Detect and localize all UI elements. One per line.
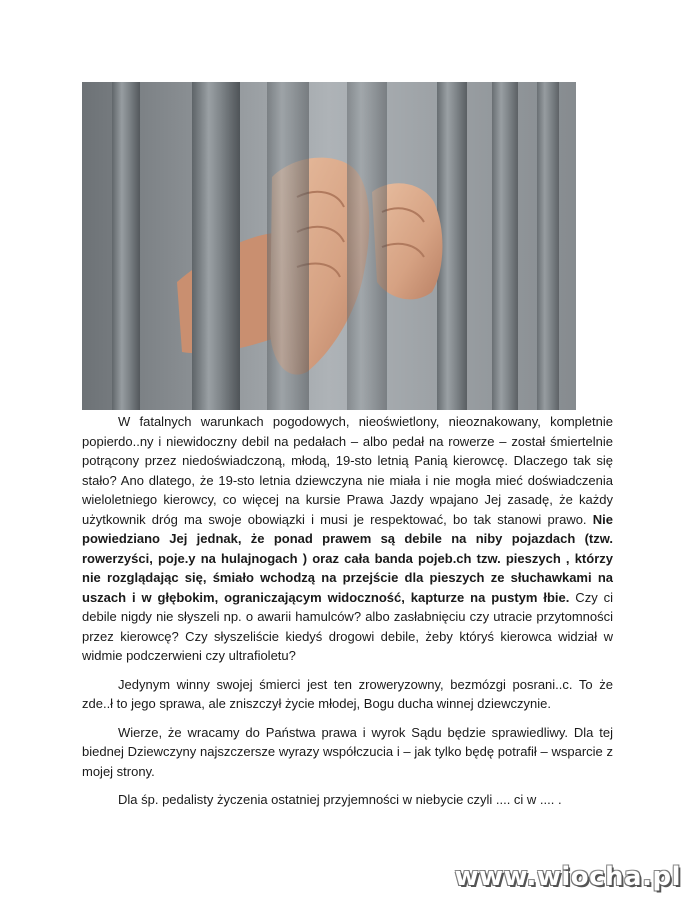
paragraph-1-bold: Nie powiedziano Jej jednak, że ponad prawem są debile na niby pojazdach (tzw. rowerzyści, poje.y na hulajnogach ) oraz cała banda pojeb.ch tzw. pieszych , którzy nie rozglądając się, śmiało wchodzą na przejście dla pieszych ze słuchawkami na uszach i w głębokim, ograniczającym widoczność, kapturze na pustym łbie. [82, 511, 613, 605]
paragraph-1 [82, 412, 613, 666]
paragraph-1-end: Czy ci debile nigdy nie słyszeli np. o awarii hamulców? albo zasłabnięciu czy utracie przytomności przez kierowcę? Czy słyszeliście kiedyś drogowi debile, żeby któryś kierowca widział w widmie podczerwieni czy ultrafioletu? [82, 589, 613, 663]
paragraph-2: Jedynym winny swojej śmierci jest ten zroweryzowny, bezmózgi posrani..c. To że zde..ł to jego sprawa, ale zniszczył życie młodej, Bogu ducha winnej dziewczynie. [82, 676, 613, 711]
paragraph-4: Dla śp. pedalisty życzenia ostatniej przyjemności w niebycie czyli .... ci w .... . [118, 792, 562, 807]
article-text [82, 412, 613, 819]
watermark: www.wiocha.pl [454, 862, 681, 892]
hands-on-bars-illustration [82, 82, 576, 410]
prison-bars-photo [82, 82, 576, 410]
paragraph-3: Wierze, że wracamy do Państwa prawa i wyrok Sądu będzie sprawiedliwy. Dla tej biednej Dziewczyny najszczersze wyrazy współczucia i – jak tylko będę potrafił – wsparcie z mojej strony. [82, 724, 613, 779]
paragraph-1-intro: W fatalnych warunkach pogodowych, nieoświetlony, nieoznakowany, kompletnie popierdo..ny i niewidoczny debil na pedałach – albo pedał na rowerze – został śmiertelnie potrącony przez niedoświadczoną, młodą, 19-sto letnią Panią kierowcę. Dlaczego tak się stało? Ano dlatego, że 19-sto letnia dziewczyna nie miała i nie mogła mieć doświadczenia wieloletniego kierowcy, co więcej na kursie Prawa Jazdy wpajano Jej zasadę, że każdy użytkownik dróg ma swoje obowiązki i musi je respektować, bo tak stanowi prawo. [82, 414, 613, 527]
